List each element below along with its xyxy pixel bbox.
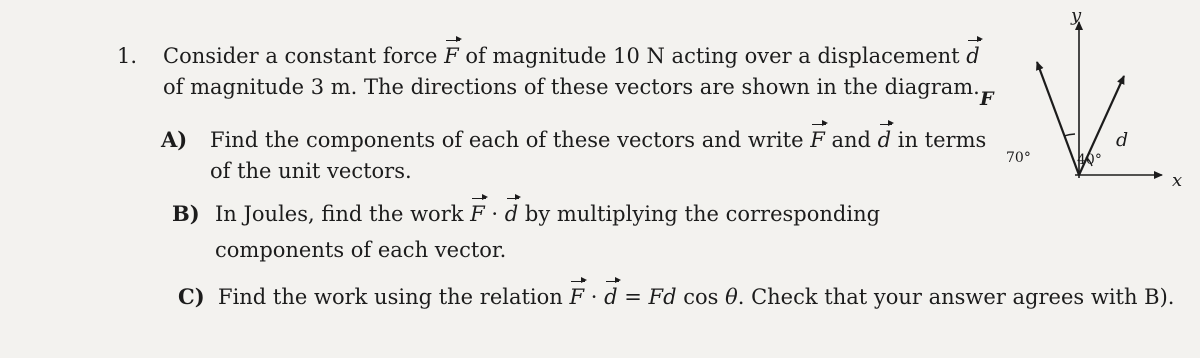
vector-d-symbol: d: [966, 44, 980, 68]
part-a-line1: Find the components of each of these vectors and write F and d in terms: [210, 128, 987, 152]
part-b-line2: components of each vector.: [215, 238, 507, 262]
angle-arc-F: [1064, 134, 1075, 136]
angle-d-label: 40°: [1077, 152, 1102, 168]
problem-statement-line2: of magnitude 3 m. The directions of these vectors are shown in the diagram.: [163, 75, 980, 99]
part-a-line2: of the unit vectors.: [210, 159, 412, 183]
part-a-label: A): [161, 127, 188, 152]
displacement-label: d: [1116, 129, 1129, 151]
vector-d-symbol: d: [604, 285, 618, 309]
y-axis-label: y: [1071, 5, 1082, 26]
part-c-label: C): [178, 284, 205, 309]
vector-F-symbol: F: [810, 128, 825, 152]
vector-d-symbol: d: [877, 128, 892, 152]
part-b-label: B): [172, 201, 200, 226]
problem-statement-line1: Consider a constant force F of magnitude 10 N acting over a displacement d: [163, 44, 980, 68]
force-vector-arrow: [1037, 62, 1079, 175]
x-axis-label: x: [1172, 170, 1183, 191]
part-b-line1: In Joules, find the work F · d by multiplying the corresponding: [215, 202, 881, 226]
vector-d-symbol: d: [504, 202, 519, 226]
vector-F-symbol: F: [470, 202, 485, 226]
part-c-line1: Find the work using the relation F · d = Fd cos θ. Check that your answer agrees with B).: [218, 285, 1175, 309]
problem-number: 1.: [117, 44, 138, 68]
vector-F-symbol: F: [444, 44, 459, 68]
angle-F-label: 70°: [1006, 150, 1031, 166]
force-label: F: [980, 88, 994, 110]
vector-F-symbol: F: [569, 285, 585, 309]
